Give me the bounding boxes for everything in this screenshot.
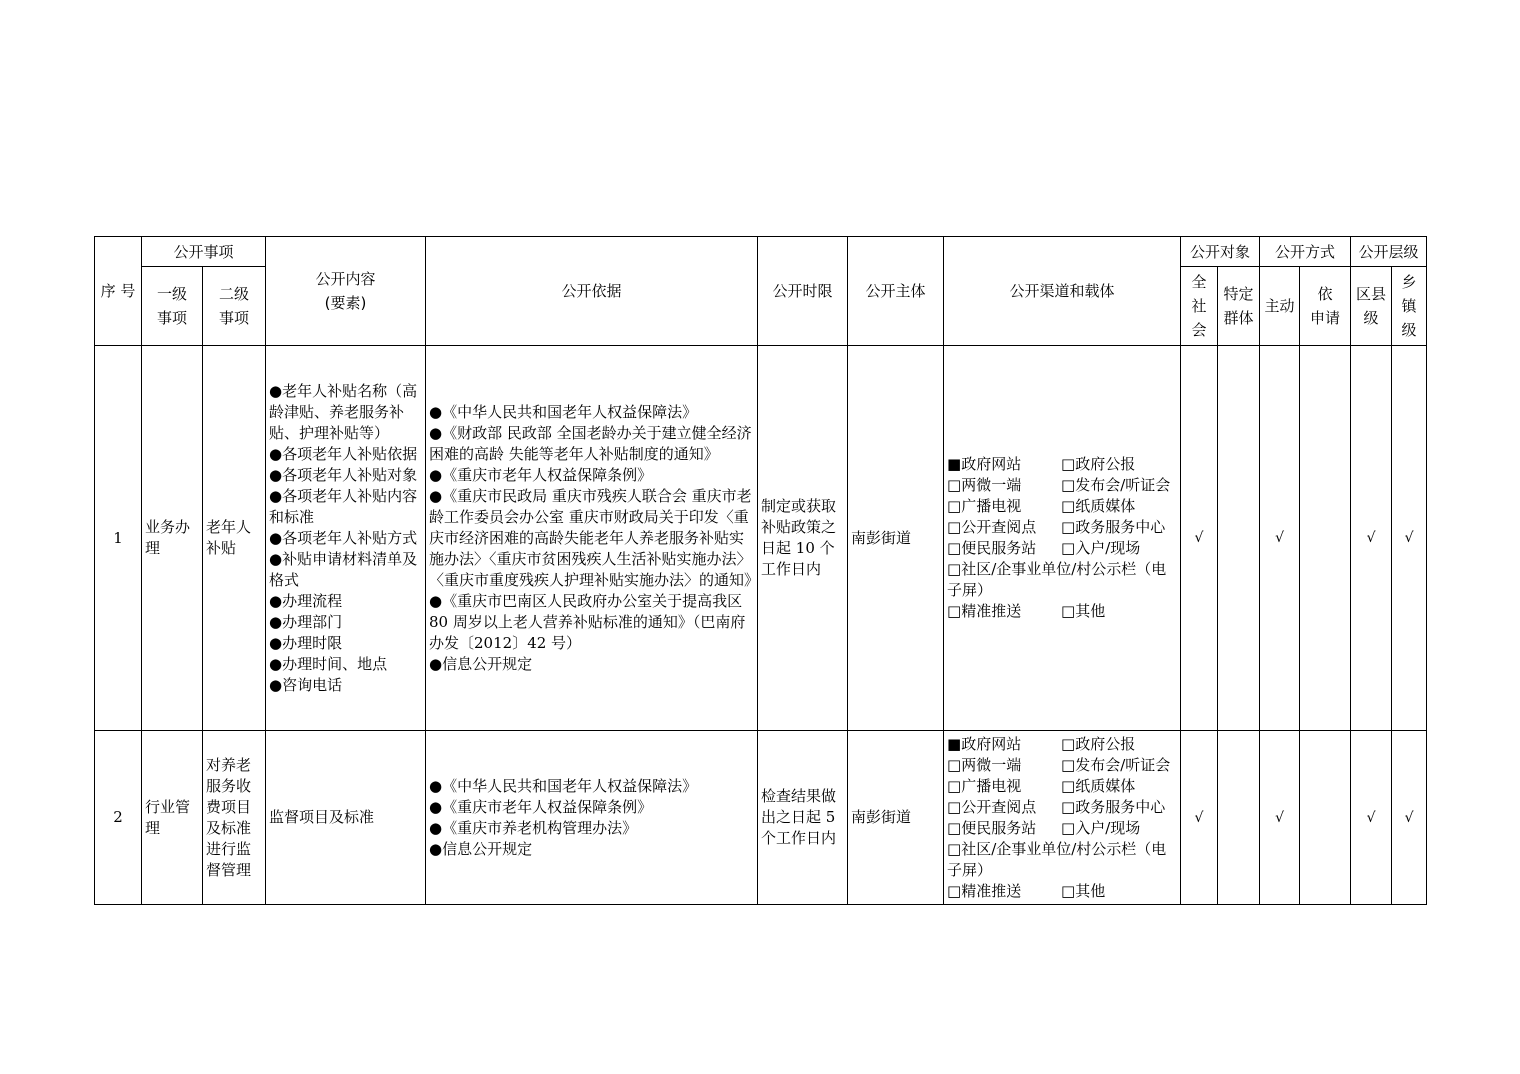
header-level1: 一级 事项 (142, 267, 203, 346)
row-channels (944, 346, 1181, 731)
header-method-active: 主动 (1260, 267, 1300, 346)
content-item: 监督项目及标准 (269, 808, 375, 826)
header-level: 公开层级 (1351, 237, 1427, 267)
basis-item: ●信息公开规定 (429, 654, 533, 673)
channel-line: □精准推送 □其他 (947, 602, 1106, 620)
row-level-town: √ (1392, 731, 1427, 905)
channel-line: □精准推送 □其他 (947, 881, 1106, 900)
row-level2: 老年人补贴 (203, 346, 266, 731)
header-content: 公开内容 (要素) (266, 237, 426, 346)
row-time-limit: 检查结果做出之日起 5 个工作日内 (758, 731, 848, 905)
content-item: ●各项老年人补贴对象 (269, 465, 418, 484)
channel-line: □便民服务站 □入户/现场 (947, 818, 1141, 837)
header-seq: 序 号 (95, 237, 142, 346)
channel-line: □两微一端 □发布会/听证会 (947, 476, 1171, 494)
channel-line: ■政府网站 □政府公报 (947, 734, 1136, 753)
basis-item: ●《重庆市民政局 重庆市残疾人联合会 重庆市老龄工作委员会办公室 重庆市财政局关于印发〈重庆市经济困难的高龄失能老年人养老服务补贴实施办法〉〈重庆市贫困残疾人生活补贴实施办法〉〈重庆市重度残疾人护理补贴实施办法〉的通知》 (429, 486, 760, 589)
row-method-active: √ (1260, 731, 1300, 905)
channel-line: □便民服务站 □入户/现场 (947, 539, 1141, 557)
row-content (266, 346, 426, 731)
header-basis: 公开依据 (426, 237, 758, 346)
header-level2: 二级 事项 (203, 267, 266, 346)
header-target-specific: 特定 群体 (1218, 267, 1260, 346)
table-row (95, 731, 1427, 905)
row-target-all: √ (1181, 346, 1218, 731)
row-level1: 行业管理 (142, 731, 203, 905)
content-item: ●咨询电话 (269, 675, 343, 694)
content-item: ●各项老年人补贴方式 (269, 528, 418, 547)
header-channel: 公开渠道和载体 (944, 237, 1181, 346)
row-basis (426, 731, 758, 905)
basis-item: ●《重庆市养老机构管理办法》 (429, 818, 638, 837)
header-method-apply: 依 申请 (1300, 267, 1351, 346)
disclosure-table (94, 236, 1427, 905)
channel-line: □公开查阅点 □政务服务中心 (947, 518, 1166, 536)
header-level-county: 区县 级 (1351, 267, 1392, 346)
row-seq: 2 (95, 731, 142, 905)
basis-item: ●《重庆市老年人权益保障条例》 (429, 465, 653, 484)
header-level-town: 乡 镇 级 (1392, 267, 1427, 346)
header-target: 公开对象 (1181, 237, 1260, 267)
row-target-specific (1218, 731, 1260, 905)
content-item: ●办理部门 (269, 612, 343, 631)
content-item: ●各项老年人补贴内容和标准 (269, 486, 418, 526)
header-time-limit: 公开时限 (758, 237, 848, 346)
row-target-specific (1218, 346, 1260, 731)
row-method-apply (1300, 731, 1351, 905)
row-subject: 南彭街道 (848, 731, 944, 905)
header-subject: 公开主体 (848, 237, 944, 346)
content-item: ●办理流程 (269, 591, 343, 610)
row-seq: 1 (95, 346, 142, 731)
channel-line: □广播电视 □纸质媒体 (947, 776, 1136, 795)
basis-item: ●《中华人民共和国老年人权益保障法》 (429, 402, 698, 421)
row-basis (426, 346, 758, 731)
row-channels (944, 731, 1181, 905)
channel-line: ■政府网站 □政府公报 (947, 455, 1136, 473)
content-item: ●老年人补贴名称（高龄津贴、养老服务补贴、护理补贴等） (269, 381, 418, 442)
basis-item: ●《重庆市老年人权益保障条例》 (429, 797, 653, 816)
channel-line: □两微一端 □发布会/听证会 (947, 755, 1171, 774)
basis-item: ●《重庆市巴南区人民政府办公室关于提高我区 80 周岁以上老人营养补贴标准的通知》（巴南府办发〔2012〕42 号） (429, 591, 746, 652)
row-level-county: √ (1351, 731, 1392, 905)
row-subject: 南彭街道 (848, 346, 944, 731)
row-time-limit: 制定或获取补贴政策之日起 10 个工作日内 (758, 346, 848, 731)
content-item: ●各项老年人补贴依据 (269, 444, 418, 463)
channel-line: □社区/企事业单位/村公示栏（电子屏） (947, 560, 1167, 599)
channel-line: □广播电视 □纸质媒体 (947, 497, 1136, 515)
content-item: ●办理时间、地点 (269, 654, 388, 673)
row-target-all: √ (1181, 731, 1218, 905)
row-level-county: √ (1351, 346, 1392, 731)
row-level-town: √ (1392, 346, 1427, 731)
channel-line: □公开查阅点 □政务服务中心 (947, 797, 1166, 816)
table-row (95, 346, 1427, 731)
header-target-all: 全 社 会 (1181, 267, 1218, 346)
header-method: 公开方式 (1260, 237, 1351, 267)
channel-line: □社区/企事业单位/村公示栏（电子屏） (947, 839, 1167, 879)
row-level2: 对养老服务收费项目及标准进行监督管理 (203, 731, 266, 905)
row-method-apply (1300, 346, 1351, 731)
content-item: ●办理时限 (269, 633, 343, 652)
basis-item: ●信息公开规定 (429, 839, 533, 858)
basis-item: ●《中华人民共和国老年人权益保障法》 (429, 776, 698, 795)
basis-item: ●《财政部 民政部 全国老龄办关于建立健全经济困难的高龄 失能等老年人补贴制度的通知》 (429, 423, 752, 463)
header-item: 公开事项 (142, 237, 266, 267)
row-method-active: √ (1260, 346, 1300, 731)
row-level1: 业务办理 (142, 346, 203, 731)
row-content (266, 731, 426, 905)
content-item: ●补贴申请材料清单及格式 (269, 549, 418, 589)
